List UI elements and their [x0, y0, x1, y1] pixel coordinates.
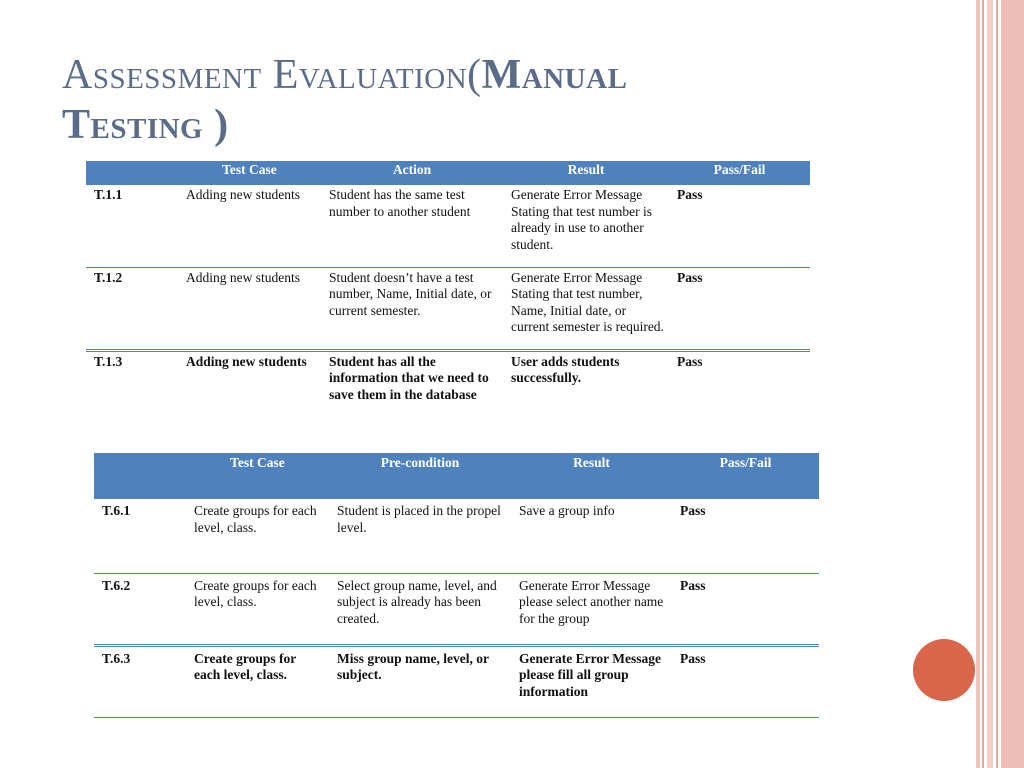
- cell-test-case: Adding new students: [178, 267, 321, 350]
- table-row: [94, 645, 819, 717]
- cell-result: Generate Error Message please select another name for the group: [511, 573, 672, 645]
- table-row: [86, 267, 810, 350]
- cell-action: Student doesn’t have a test number, Name, Initial date, or current semester.: [321, 267, 503, 350]
- decorative-circle: [913, 639, 975, 701]
- cell-action: Student has all the information that we need to save them in the database: [329, 353, 489, 402]
- header-cell-pre-condition: Pre-condition: [329, 453, 511, 499]
- header-cell-test-case: Test Case: [186, 453, 329, 499]
- cell-pass-fail: Pass: [669, 185, 810, 267]
- cell-result: User adds students successfully.: [511, 353, 620, 385]
- cell-result: Generate Error Message Stating that test number, Name, Initial date, or current semester is required.: [503, 267, 669, 350]
- cell-id: T.6.2: [94, 573, 186, 645]
- header-cell-id: [86, 161, 178, 185]
- cell-pass-fail: Pass: [677, 353, 703, 369]
- header-cell-pass-fail: Pass/Fail: [669, 161, 810, 185]
- cell-result: Generate Error Message please fill all group information: [519, 650, 661, 699]
- header-cell-result: Result: [511, 453, 672, 499]
- cell-id: T.1.2: [86, 267, 178, 350]
- table-row: [94, 499, 819, 573]
- cell-test-case: Create groups for each level, class.: [194, 650, 296, 682]
- table-row: [86, 350, 810, 428]
- stripe: [976, 0, 980, 768]
- cell-id: T.6.1: [94, 499, 186, 573]
- header-cell-result: Result: [503, 161, 669, 185]
- table-row: [94, 573, 819, 645]
- cell-result: Generate Error Message Stating that test number is already in use to another student.: [503, 185, 669, 267]
- table-header-row: [86, 161, 810, 185]
- stripe: [996, 0, 998, 768]
- title-part-2: Manual: [481, 52, 628, 98]
- cell-action: Student has the same test number to another student: [321, 185, 503, 267]
- cell-pass-fail: Pass: [672, 499, 819, 573]
- header-cell-action: Action: [321, 161, 503, 185]
- cell-id: T.1.3: [94, 353, 123, 369]
- cell-pre-condition: Student is placed in the propel level.: [329, 499, 511, 573]
- table-row: [86, 185, 810, 267]
- cell-result: Save a group info: [511, 499, 672, 573]
- cell-pre-condition: Miss group name, level, or subject.: [337, 650, 489, 682]
- cell-pass-fail: Pass: [669, 267, 810, 350]
- test-table-adding-students: [86, 161, 810, 428]
- decorative-stripes: [976, 0, 1024, 768]
- stripe: [982, 0, 984, 768]
- title-part-1: Assessment Evaluation(: [62, 52, 482, 98]
- stripe: [987, 0, 993, 768]
- stripe: [1001, 0, 1024, 768]
- header-cell-test-case: Test Case: [178, 161, 321, 185]
- cell-test-case: Create groups for each level, class.: [186, 573, 329, 645]
- table-header-row: [94, 453, 819, 499]
- header-cell-id: [94, 453, 186, 499]
- cell-pass-fail: Pass: [680, 650, 706, 666]
- title-part-3: Testing ): [62, 102, 229, 148]
- cell-test-case: Adding new students: [186, 353, 307, 369]
- test-table-create-groups: [94, 453, 819, 718]
- cell-pass-fail: Pass: [672, 573, 819, 645]
- cell-test-case: Create groups for each level, class.: [186, 499, 329, 573]
- cell-id: T.1.1: [86, 185, 178, 267]
- slide-title: [62, 50, 782, 150]
- cell-id: T.6.3: [102, 650, 131, 666]
- cell-test-case: Adding new students: [178, 185, 321, 267]
- cell-pre-condition: Select group name, level, and subject is already has been created.: [329, 573, 511, 645]
- header-cell-pass-fail: Pass/Fail: [672, 453, 819, 499]
